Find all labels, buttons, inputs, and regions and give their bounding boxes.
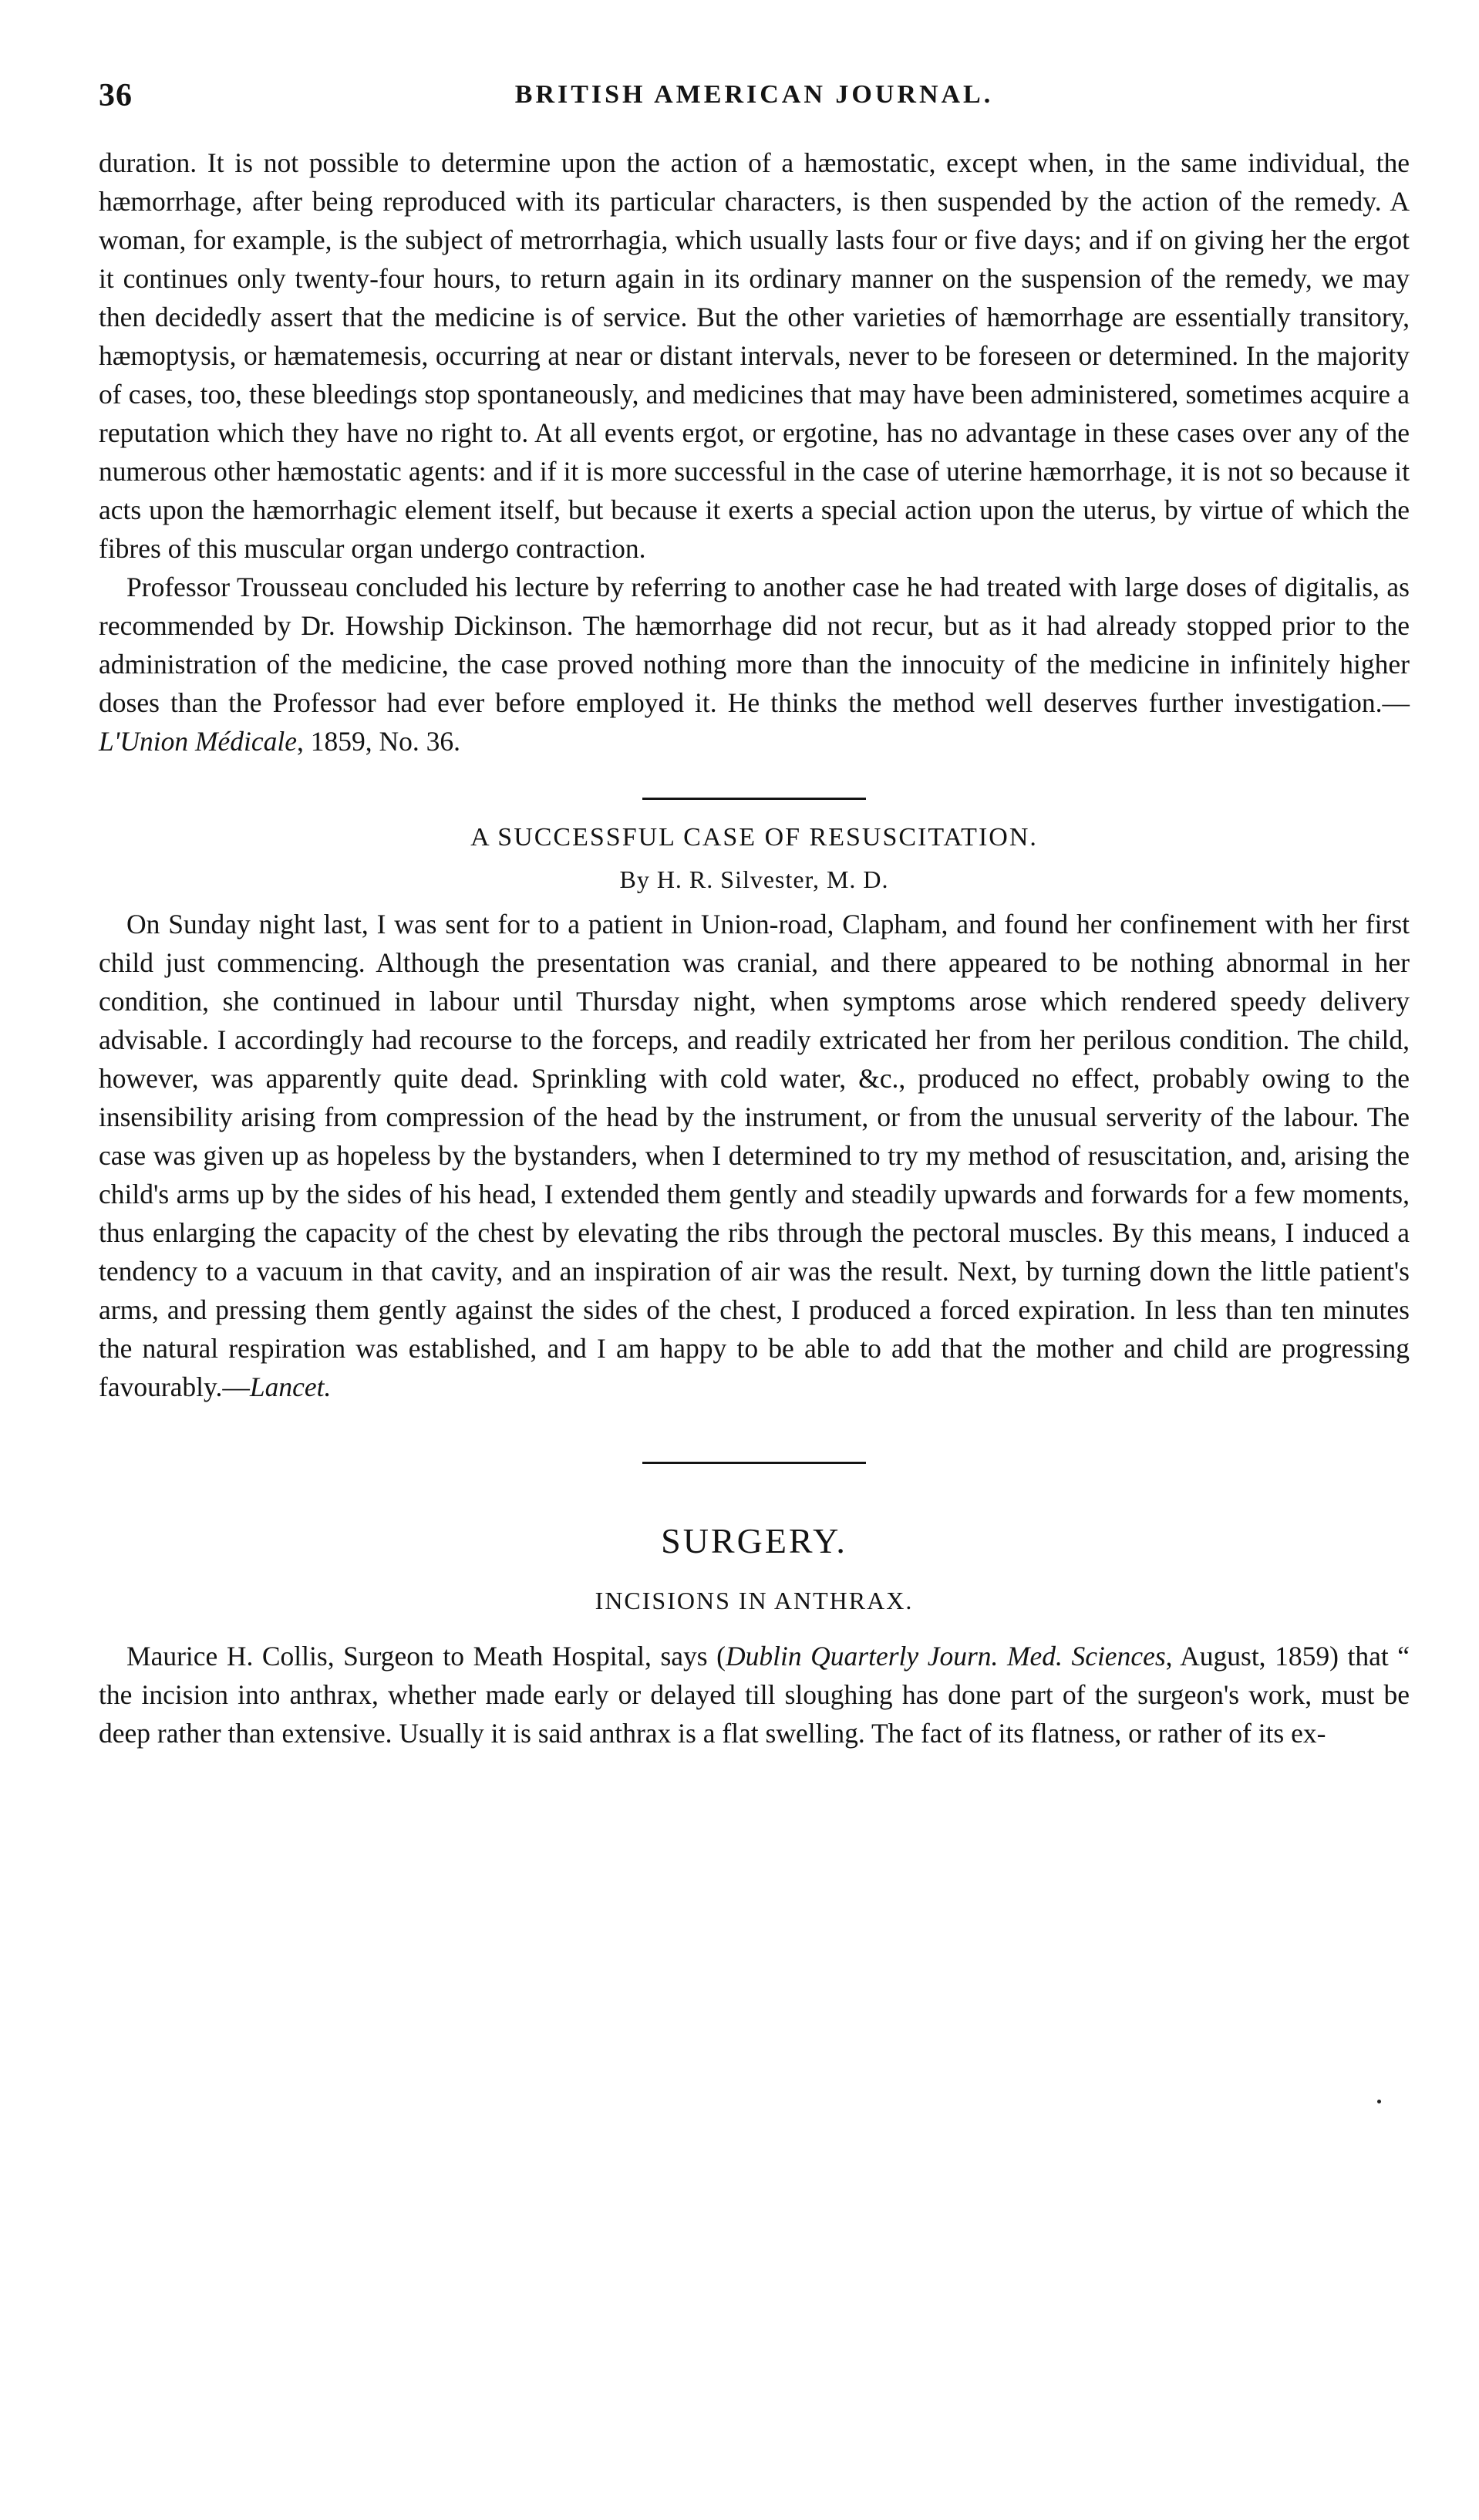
body-paragraph-resuscitation [99, 905, 1410, 1406]
paragraph-text: Professor Trousseau concluded his lecture by referring to another case he had treated with large doses of digitalis, as recommended by Dr. Howship Dickinson. The hæmorrhage did not recur, but as it had already stopped prior to the administration of the medicine, the case proved nothing more than the innocuity of the medicine in infinitely higher doses than the Professor had ever before employed it. He thinks the method well deserves further investigation.— [99, 572, 1410, 718]
source-citation: L'Union Médicale [99, 726, 298, 757]
body-paragraph-anthrax [99, 1637, 1410, 1753]
article-title: A SUCCESSFUL CASE OF RESUSCITATION. [470, 823, 1038, 852]
page-number: 36 [99, 78, 133, 113]
continued-article [99, 143, 1410, 761]
paragraph-text: Maurice H. Collis, Surgeon to Meath Hospital, says ( [126, 1641, 726, 1672]
ink-speck [1377, 2100, 1381, 2103]
section-divider [642, 798, 866, 800]
surgery-section [99, 1518, 1410, 1753]
source-citation: Lancet. [249, 1371, 332, 1402]
journal-title: BRITISH AMERICAN JOURNAL. [514, 80, 994, 109]
section-title: SURGERY. [661, 1521, 847, 1560]
body-paragraph-trousseau [99, 568, 1410, 761]
section-divider [642, 1462, 866, 1464]
article-byline: By H. R. Silvester, M. D. [619, 865, 889, 893]
body-paragraph: duration. It is not possible to determine upon the action of a hæmostatic, except when, in the same individual, the hæmorrhage, after being reproduced with its particular characters, is then suspended by the action of the remedy. A woman, for example, is the subject of metrorrhagia, which usually lasts four or five days; and if on giving her the ergot it continues only twenty-four hours, to return again in its ordinary manner on the suspension of the remedy, we may then decidedly assert that the medicine is of service. But the other varieties of hæmorrhage are essentially transitory, hæmoptysis, or hæmatemesis, occurring at near or distant intervals, never to be foreseen or determined. In the majority of cases, too, these bleedings stop spontaneously, and medicines that may have been administered, sometimes acquire a reputation which they have no right to. At all events ergot, or ergotine, has no advantage in these cases over any of the numerous other hæmostatic agents: and if it is more successful in the case of uterine hæmorrhage, it is not so because it acts upon the hæmorrhagic element itself, but because it exerts a special action upon the uterus, by virtue of which the fibres of this muscular organ undergo contraction. [99, 147, 1410, 564]
article-resuscitation [99, 818, 1410, 1406]
paragraph-text-continued: , August, 1859) that “ the incision into anthrax, whether made early or delayed till sloughing has done part of the surgeon's work, must be deep rather than extensive. Usually it is said anthrax is a flat swelling. The fact of its flatness, or rather of its ex- [99, 1641, 1410, 1749]
paragraph-text: On Sunday night last, I was sent for to a patient in Union-road, Clapham, and found her confinement with her first child just commencing. Although the presentation was cranial, and there appeared to be nothing abnormal in her condition, she continued in labour until Thursday night, when symptoms arose which rendered speedy delivery advisable. I accordingly had recourse to the forceps, and readily extricated her from her perilous condition. The child, however, was apparently quite dead. Sprinkling with cold water, &c., produced no effect, probably owing to the insensibility arising from compression of the head by the instrument, or from the unusual serverity of the labour. The case was given up as hopeless by the bystanders, when I determined to try my method of resuscitation, and, arising the child's arms up by the sides of his head, I extended them gently and steadily upwards and forwards for a few moments, thus enlarging the capacity of the chest by elevating the ribs through the pectoral muscles. By this means, I induced a tendency to a vacuum in that cavity, and an inspiration of air was the result. Next, by turning down the little patient's arms, and pressing them gently against the sides of the chest, I produced a forced expiration. In less than ten minutes the natural respiration was established, and I am happy to be able to add that the mother and child are progressing favourably.— [99, 909, 1410, 1402]
article-subtitle: INCISIONS IN ANTHRAX. [595, 1587, 914, 1614]
running-head [99, 77, 1410, 131]
source-citation: Dublin Quarterly Journ. Med. Sciences [725, 1641, 1166, 1672]
source-citation-tail: , 1859, No. 36. [297, 726, 461, 757]
journal-page [99, 77, 1410, 1753]
